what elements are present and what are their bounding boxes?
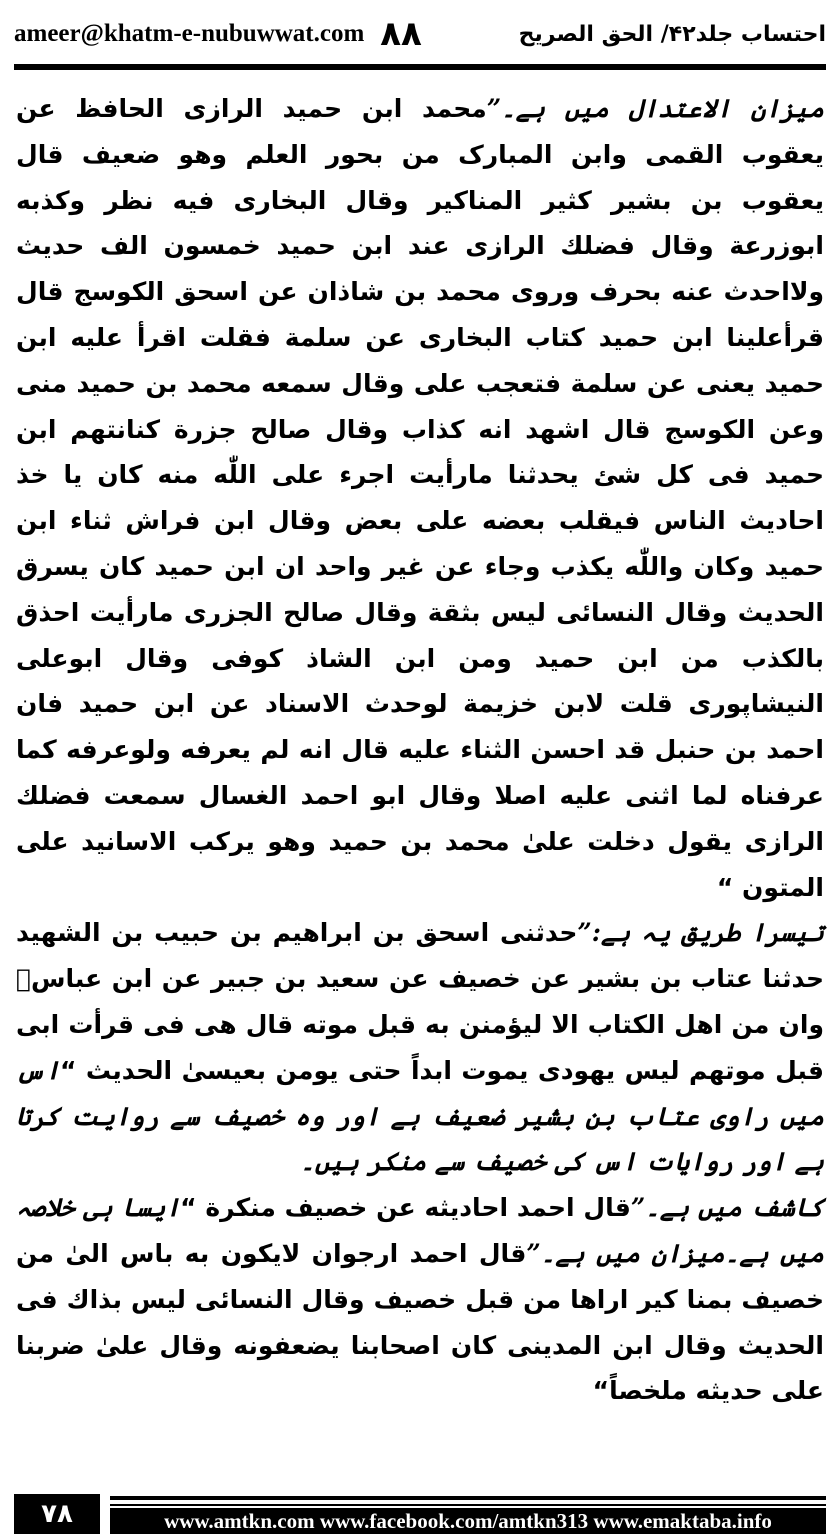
arabic-quote: قال احمد ارجوان لایکون به باس الیٰ من خصیف بمنا کیر اراھا من قبل خصیف وقال النسائی لیس بذاك فی الحدیث وقال ابن المدینی کان اصحابنا یضعفونه وقال علیٰ ضربنا علی حدیثه ملخصاً“ — [16, 1238, 824, 1406]
urdu-comment: اس میں راوی عتاب بن بشیر ضعیف ہے اور وہ خصیف سے روایت کرتا ہے اور روایات اس کی خصیف سے منکر ہیں۔ — [16, 1055, 824, 1177]
footer-page-box: ۷۸ — [14, 1494, 100, 1534]
page-number: ۸۸ — [380, 14, 422, 54]
paragraph-kashif — [16, 1185, 824, 1414]
paragraph-lead: میزان الاعتدال میں ہے۔” — [486, 94, 824, 123]
paragraph-lead: میزان میں ہے۔” — [526, 1238, 725, 1268]
arabic-quote: محمد ابن حمید الرازی الحافظ عن یعقوب القمی وابن المبارک من بحور العلم وھو ضعیف قال یعقوب بن بشیر کثیر المناکیر وقال البخاری فیه نظر وکذبه ابوزرعة وقال فضلك الرازی عند ابن حمید خمسون الف حدیث ولااحدث عنه بحرف وروی محمد بن شاذان عن اسحق الکوسج قال قرأعلینا ابن حمید کتاب البخاری عن سلمة فقلت اقرأ علیه ابن حمید یعنی عن سلمة فتعجب علی وقال سمعه محمد بن حمید منی وعن الکوسج قال اشھد انه کذاب وقال صالح جزرة کنانتھم ابن حمید فی کل شئ یحدثنا مارأیت اجرء علی اللّٰه منه کان یا خذ احادیث الناس فیقلب بعضه علی بعض وقال ابن فراش ثناء ابن حمید وکان واللّٰه یکذب وجاء عن غیر واحد ان ابن حمید کان یسرق الحدیث وقال النسائی لیس بثقة وقال صالح الجزری مارأیت احذق بالکذب من ابن حمید ومن ابن الشاذ کوفی وقال ابوعلی النیشاپوری قلت لابن خزیمة لوحدث الاسناد عن ابن حمید فان احمد بن حنبل قد احسن الثناء علیه قال انه لم یعرفه ولوعرفه کما عرفناه لما اثنی علیه اصلا وقال ابو احمد الغسال سمعت فضلك الرازی یقول دخلت علیٰ محمد بن حمید وھو یرکب الاسانید علی المتون “ — [16, 94, 824, 902]
urdu-comment: ایسا ہی خلاصہ میں ہے۔ — [16, 1193, 824, 1268]
paragraph-third-route — [16, 910, 824, 1185]
arabic-quote: قال احمد احادیثه عن خصیف منکرة “ — [180, 1193, 631, 1223]
footer-links: www.amtkn.com www.facebook.com/amtkn313 www.emaktaba.info — [110, 1508, 826, 1534]
footer-rule-thin — [110, 1504, 826, 1506]
header-email: ameer@khatm-e-nubuwwat.com — [14, 20, 365, 47]
footer-rule — [110, 1496, 826, 1500]
page-header — [14, 10, 826, 58]
header-rule — [14, 64, 826, 70]
page-footer — [14, 1494, 826, 1534]
book-title: احتساب جلد۴۲/ الحق الصریح — [518, 21, 826, 47]
arabic-quote: حدثنی اسحق بن ابراھیم بن حبیب بن الشھید حدثنا عتاب بن بشیر عن خصیف عن سعید بن جبیر عن ابن عباسؓ وان من اھل الکتاب الا لیؤمنن به قبل موته قال ھی فی قرأت ابی قبل موتھم لیس یھودی یموت ابداً حتی یومن بعیسیٰ الحدیث “ — [16, 918, 824, 1085]
paragraph-mizan-al-itidal — [16, 86, 824, 910]
paragraph-lead: کاشف میں ہے۔” — [630, 1193, 824, 1223]
paragraph-lead: تیسرا طریق یہ ہے:” — [577, 918, 824, 948]
header-left — [14, 14, 422, 54]
page-body — [16, 86, 824, 1414]
